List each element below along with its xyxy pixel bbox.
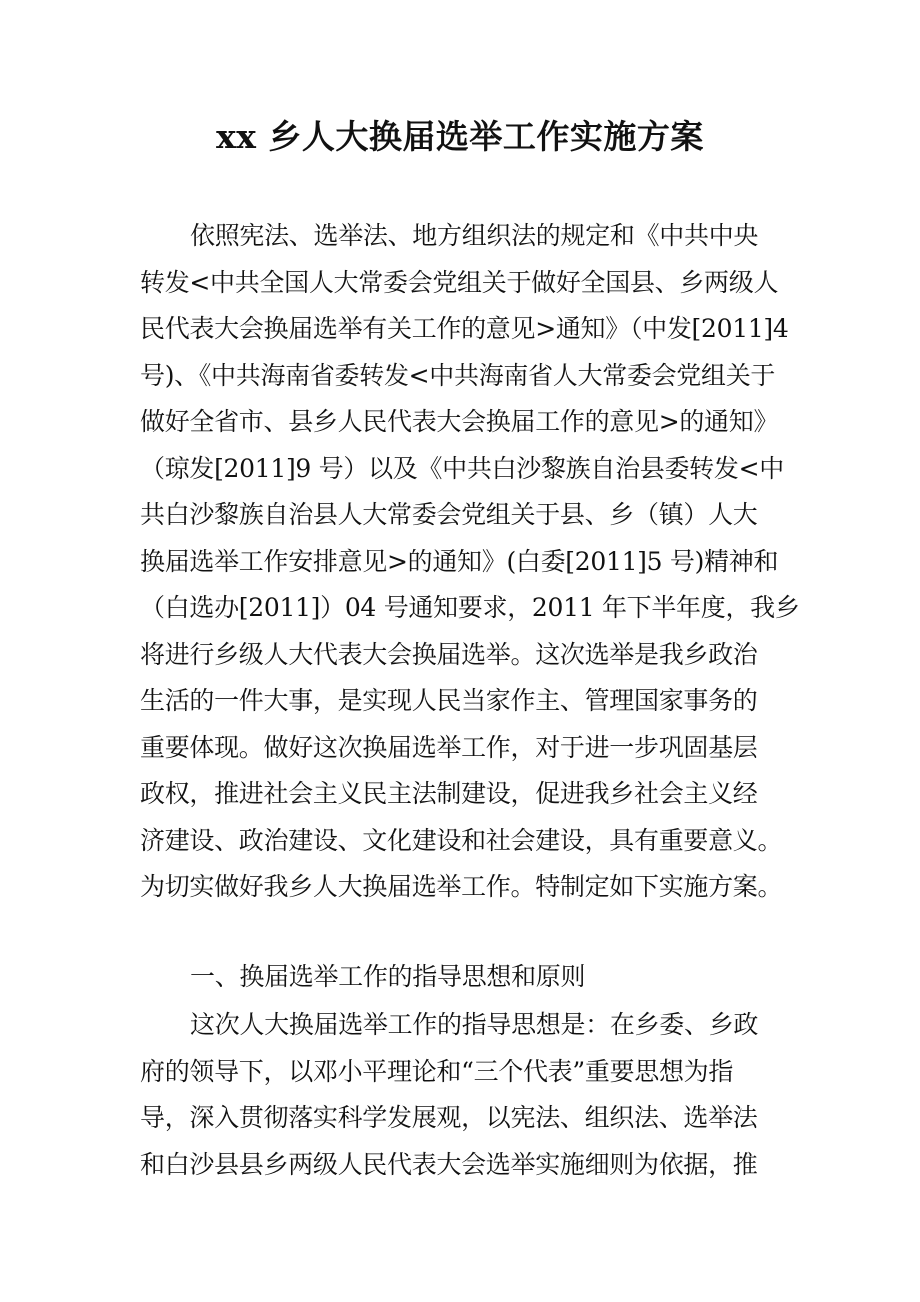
text-line: 换届选举工作安排意见>的通知》(白委[2011]5 号)精神和 — [140, 546, 779, 576]
document-title: xx 乡人大换届选举工作实施方案 — [216, 117, 704, 156]
section-heading-1 — [140, 954, 780, 1001]
text-line: 为切实做好我乡人大换届选举工作。特制定如下实施方案。 — [140, 872, 783, 901]
text-line: 做好全省市、县乡人民代表大会换届工作的意见>的通知》 — [140, 407, 779, 436]
text-line: 将进行乡级人大代表大会换届选举。这次选举是我乡政治 — [140, 639, 758, 669]
text-line: （琼发[2011]9 号）以及《中共白沙黎族自治县委转发<中 — [140, 453, 784, 483]
text-line: 重要体现。做好这次换届选举工作，对于进一步巩固基层 — [140, 732, 758, 762]
text-line: （白选办[2011]）04 号通知要求，2011 年下半年度，我乡 — [140, 593, 800, 622]
text-line: 民代表大会换届选举有关工作的意见>通知》（中发[2011]4 — [140, 314, 789, 343]
text-line: 这次人大换届选举工作的指导思想是：在乡委、乡政 — [190, 1010, 759, 1039]
text-line: 导，深入贯彻落实科学发展观，以宪法、组织法、选举法 — [140, 1103, 758, 1132]
text-line: 府的领导下，以邓小平理论和“三个代表”重要思想为指 — [140, 1056, 734, 1086]
text-line: 济建设、政治建设、文化建设和社会建设，具有重要意义。 — [140, 825, 783, 855]
text-line: 政权，推进社会主义民主法制建设，促进我乡社会主义经 — [140, 779, 758, 808]
text-line: 转发<中共全国人大常委会党组关于做好全国县、乡两级人 — [140, 267, 779, 297]
text-line: 依照宪法、选举法、地方组织法的规定和《中共中央 — [190, 221, 759, 250]
text-line: 号)、《中共海南省委转发<中共海南省人大常委会党组关于 — [140, 360, 776, 390]
section-heading-text: 一、换届选举工作的指导思想和原则 — [190, 962, 586, 991]
text-line: 和白沙县县乡两级人民代表大会选举实施细则为依据，推 — [140, 1149, 758, 1179]
paragraph-guiding-principles — [140, 1002, 780, 1188]
paragraph-intro — [140, 213, 800, 911]
text-line: 生活的一件大事，是实现人民当家作主、管理国家事务的 — [140, 686, 758, 715]
text-line: 共白沙黎族自治县人大常委会党组关于县、乡（镇）人大 — [140, 500, 758, 529]
